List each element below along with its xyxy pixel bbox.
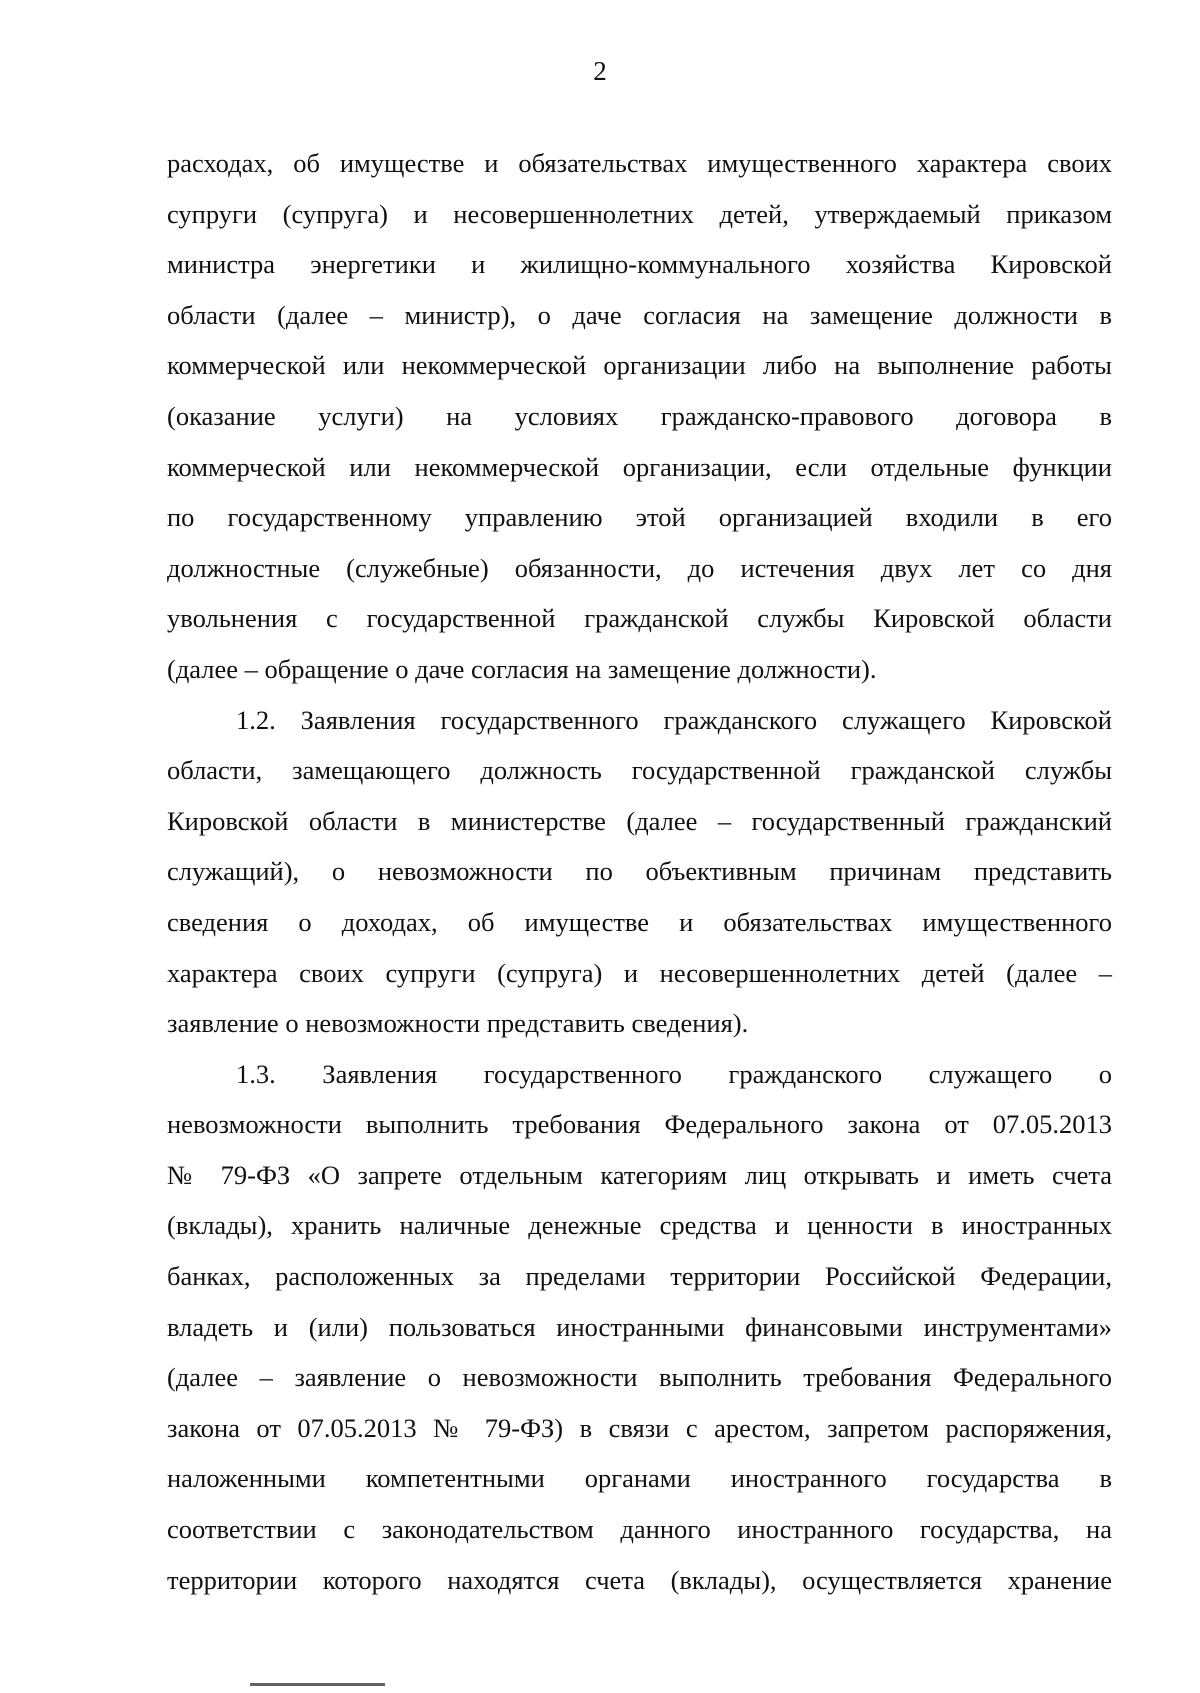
paragraph-1-2 xyxy=(167,695,1112,1049)
text-line: банках, расположенных за пределами территории Российской Федерации, xyxy=(167,1261,1112,1292)
page-number: 2 xyxy=(593,56,607,86)
text-line: невозможности выполнить требования Федерального закона от 07.05.2013 xyxy=(167,1109,1112,1140)
text-line: по государственному управлению этой организацией входили в его xyxy=(167,502,1112,533)
text-line: (далее – обращение о даче согласия на замещение должности). xyxy=(167,653,877,684)
text-line: владеть и (или) пользоваться иностранными финансовыми инструментами» xyxy=(167,1311,1112,1342)
text-line: супруги (супруга) и несовершеннолетних детей, утверждаемый приказом xyxy=(167,198,1112,229)
text-line: коммерческой или некоммерческой организации, если отдельные функции xyxy=(167,451,1112,482)
scan-artifact-mark xyxy=(250,1683,385,1686)
text-line: (оказание услуги) на условиях гражданско-правового договора в xyxy=(167,400,1112,431)
text-line: министра энергетики и жилищно-коммунального хозяйства Кировской xyxy=(167,249,1112,280)
text-line: должностные (служебные) обязанности, до истечения двух лет со дня xyxy=(167,552,1112,583)
text-line: области, замещающего должность государственной гражданской службы xyxy=(167,755,1112,786)
text-line: служащий), о невозможности по объективным причинам представить xyxy=(167,856,1112,887)
paragraph-continuation xyxy=(167,138,1112,695)
text-line: характера своих супруги (супруга) и несовершеннолетних детей (далее – xyxy=(167,957,1112,988)
text-line: Кировской области в министерстве (далее – государственный гражданский xyxy=(167,805,1112,836)
document-body xyxy=(167,138,1112,1605)
text-line: территории которого находятся счета (вклады), осуществляется хранение xyxy=(167,1564,1112,1595)
text-line: расходах, об имуществе и обязательствах имущественного характера своих xyxy=(167,148,1112,178)
text-line: области (далее – министр), о даче согласия на замещение должности в xyxy=(167,299,1112,330)
text-line: соответствии с законодательством данного иностранного государства, на xyxy=(167,1514,1112,1545)
text-line: (вклады), хранить наличные денежные средства и ценности в иностранных xyxy=(167,1210,1112,1241)
text-line: коммерческой или некоммерческой организации либо на выполнение работы xyxy=(167,350,1112,381)
text-line: увольнения с государственной гражданской службы Кировской области xyxy=(167,603,1112,634)
text-line: наложенными компетентными органами иностранного государства в xyxy=(167,1463,1112,1494)
paragraph-1-3 xyxy=(167,1049,1112,1606)
text-line: № 79-ФЗ «О запрете отдельным категориям лиц открывать и иметь счета xyxy=(167,1159,1112,1190)
text-line: закона от 07.05.2013 № 79-ФЗ) в связи с арестом, запретом распоряжения, xyxy=(167,1412,1112,1443)
text-line: заявление о невозможности представить сведения). xyxy=(167,1008,749,1039)
text-line: 1.3. Заявления государственного гражданского служащего о xyxy=(236,1058,1112,1089)
text-line: (далее – заявление о невозможности выполнить требования Федерального xyxy=(167,1362,1112,1393)
text-line: сведения о доходах, об имуществе и обязательствах имущественного xyxy=(167,906,1112,937)
text-line: 1.2. Заявления государственного гражданского служащего Кировской xyxy=(236,704,1112,735)
